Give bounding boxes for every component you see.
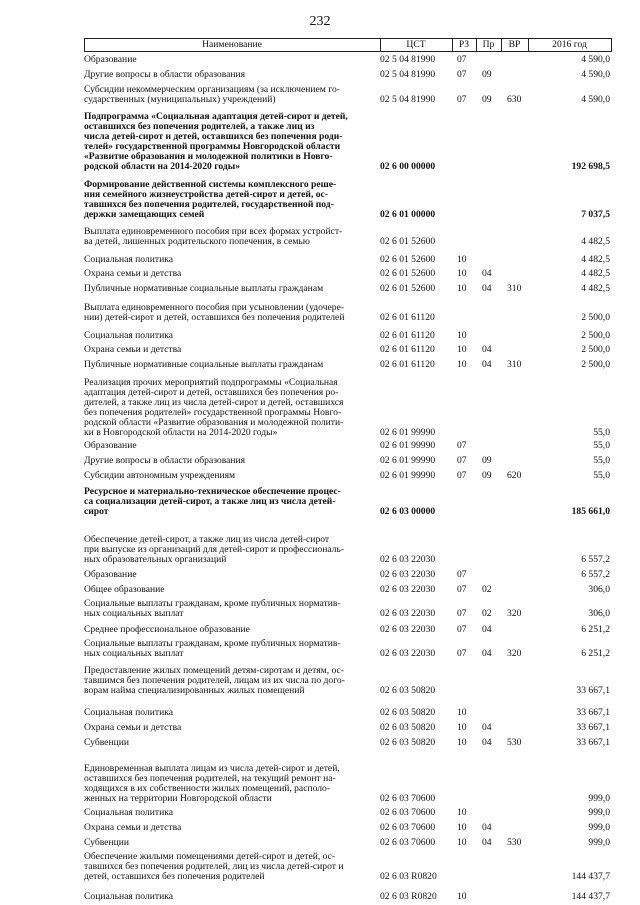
row-name bbox=[84, 487, 378, 517]
row-name-line: Обеспечение жилыми помещениями детей-сирот и детей, ос- bbox=[84, 851, 336, 862]
row-name-line: женных на территории Новгородской области bbox=[84, 793, 272, 804]
row-name bbox=[84, 808, 378, 818]
row-name bbox=[84, 838, 378, 848]
row-vr: 620 bbox=[507, 470, 522, 481]
row-name-line: Образование bbox=[84, 54, 137, 65]
row-name bbox=[84, 441, 378, 451]
row-name-line: Единовременная выплата лицам из числа детей-сирот и детей, bbox=[84, 763, 340, 774]
row-cst: 02 6 03 R0820 bbox=[380, 891, 437, 902]
row-name bbox=[84, 269, 378, 279]
row-name bbox=[84, 823, 378, 833]
row-cst: 02 6 03 22030 bbox=[380, 569, 436, 580]
row-sum: 4 590,0 bbox=[581, 94, 610, 105]
row-pr: 04 bbox=[482, 822, 492, 833]
row-name bbox=[84, 284, 378, 294]
row-name-line: ных социальных выплат bbox=[84, 648, 184, 659]
row-name bbox=[84, 378, 378, 438]
row-cst: 02 6 01 61120 bbox=[380, 312, 435, 323]
row-name bbox=[84, 471, 378, 481]
row-sum: 306,0 bbox=[588, 608, 610, 619]
row-pr: 09 bbox=[482, 470, 492, 481]
row-pr: 04 bbox=[482, 359, 492, 370]
row-sum: 2 500,0 bbox=[581, 312, 610, 323]
row-vr: 310 bbox=[507, 283, 522, 294]
row-cst: 02 6 01 52600 bbox=[380, 283, 436, 294]
row-rz: 10 bbox=[457, 807, 467, 818]
row-cst: 02 6 03 50820 bbox=[380, 722, 436, 733]
header-vr: ВР bbox=[508, 39, 521, 50]
row-name-line: Социальные выплаты гражданам, кроме публичных норматив- bbox=[84, 638, 341, 649]
header-name: Наименование bbox=[202, 39, 262, 50]
row-sum: 2 500,0 bbox=[581, 359, 610, 370]
row-pr: 09 bbox=[482, 69, 492, 80]
row-name-line: ки в Новгородской области на 2014-2020 годы» bbox=[84, 427, 278, 438]
row-name-line: Образование bbox=[84, 440, 137, 451]
row-name-line: телей» государственной программы Новгородской области bbox=[84, 141, 341, 152]
row-name-line: при выпуске из организаций для детей-сирот и профессиональ- bbox=[84, 544, 345, 555]
row-name-line: дителей, а также лиц из числа детей-сирот и детей, оставшихся bbox=[84, 397, 344, 408]
row-name bbox=[84, 708, 378, 718]
row-cst: 02 6 03 70600 bbox=[380, 822, 436, 833]
row-name-line: тавшимся без попечения родителей, лицам из их числа по дого- bbox=[84, 675, 345, 686]
row-name-line: Предоставление жилых помещений детям-сиротам и детям, ос- bbox=[84, 665, 344, 676]
row-sum: 999,0 bbox=[588, 793, 610, 804]
row-name-line: Обеспечение детей-сирот, а также лиц из числа детей-сирот bbox=[84, 534, 330, 545]
row-pr: 09 bbox=[482, 94, 492, 105]
row-name-line: сударственных (муниципальных) учреждений) bbox=[84, 94, 276, 105]
row-name-line: Субвенции bbox=[84, 837, 129, 848]
row-cst: 02 6 03 00000 bbox=[380, 506, 436, 517]
row-rz: 07 bbox=[457, 54, 467, 65]
row-name-line: Социальная политика bbox=[84, 330, 173, 341]
row-cst: 02 6 01 61120 bbox=[380, 330, 435, 341]
row-rz: 07 bbox=[457, 569, 467, 580]
row-name-line: родской области на 2014-2020 годы» bbox=[84, 161, 240, 172]
row-name bbox=[84, 55, 378, 65]
header-pr: Пр bbox=[482, 39, 495, 50]
row-rz: 10 bbox=[457, 891, 467, 902]
row-name-line: са социализации детей-сирот, а также лиц из числа детей- bbox=[84, 496, 336, 507]
row-name bbox=[84, 331, 378, 341]
row-rz: 10 bbox=[457, 822, 467, 833]
row-cst: 02 6 01 99990 bbox=[380, 440, 436, 451]
row-cst: 02 6 03 50820 bbox=[380, 685, 436, 696]
row-name bbox=[84, 303, 378, 323]
row-cst: 02 6 03 50820 bbox=[380, 707, 436, 718]
row-name bbox=[84, 456, 378, 466]
row-name-line: ва детей, лишенных родительского попечения, в семью bbox=[84, 236, 310, 247]
row-name-line: Охрана семьи и детства bbox=[84, 822, 182, 833]
row-rz: 10 bbox=[457, 737, 467, 748]
row-name-line: Другие вопросы в области образования bbox=[84, 455, 246, 466]
row-name-line: адаптация детей-сирот и детей, оставшихся без попечения ро- bbox=[84, 387, 339, 398]
row-rz: 10 bbox=[457, 707, 467, 718]
row-name bbox=[84, 85, 378, 105]
row-rz: 07 bbox=[457, 648, 467, 659]
row-name-line: Подпрограмма «Социальная адаптация детей-сирот и детей, bbox=[84, 111, 348, 122]
row-name-line: Субвенции bbox=[84, 737, 129, 748]
row-sum: 2 500,0 bbox=[581, 330, 610, 341]
row-cst: 02 6 03 70600 bbox=[380, 793, 436, 804]
row-name-line: оставшихся без попечения родителей, а также лиц из bbox=[84, 121, 315, 132]
row-name-line: Социальная политика bbox=[84, 707, 173, 718]
row-vr: 310 bbox=[507, 359, 522, 370]
row-name bbox=[84, 570, 378, 580]
row-cst: 02 6 03 70600 bbox=[380, 807, 436, 818]
row-rz: 10 bbox=[457, 359, 467, 370]
row-cst: 02 6 01 99990 bbox=[380, 455, 436, 466]
row-name bbox=[84, 738, 378, 748]
row-sum: 6 557,2 bbox=[581, 569, 610, 580]
row-rz: 07 bbox=[457, 608, 467, 619]
row-rz: 10 bbox=[457, 837, 467, 848]
row-sum: 33 667,1 bbox=[576, 707, 610, 718]
row-name-line: Выплата единовременного пособия при усыновлении (удочере- bbox=[84, 302, 345, 313]
row-sum: 33 667,1 bbox=[576, 737, 610, 748]
row-rz: 07 bbox=[457, 470, 467, 481]
row-sum: 55,0 bbox=[593, 455, 610, 466]
row-cst: 02 6 03 22030 bbox=[380, 554, 436, 565]
row-name-line: Другие вопросы в области образования bbox=[84, 69, 246, 80]
row-rz: 10 bbox=[457, 330, 467, 341]
row-pr: 04 bbox=[482, 737, 492, 748]
row-name-line: Охрана семьи и детства bbox=[84, 268, 182, 279]
row-cst: 02 6 01 99990 bbox=[380, 427, 436, 438]
row-name bbox=[84, 764, 378, 804]
row-rz: 10 bbox=[457, 722, 467, 733]
row-name-line: Публичные нормативные социальные выплаты гражданам bbox=[84, 359, 324, 370]
row-name-line: ных социальных выплат bbox=[84, 608, 184, 619]
row-name-line: Реализация прочих мероприятий подпрограммы «Социальная bbox=[84, 377, 338, 388]
row-pr: 02 bbox=[482, 608, 492, 619]
row-pr: 02 bbox=[482, 584, 492, 595]
row-sum: 4 590,0 bbox=[581, 69, 610, 80]
row-sum: 999,0 bbox=[588, 807, 610, 818]
row-pr: 09 bbox=[482, 455, 492, 466]
row-name-line: «Развитие образования и молодежной политики в Новго- bbox=[84, 151, 333, 162]
row-name bbox=[84, 345, 378, 355]
row-cst: 02 6 01 61120 bbox=[380, 344, 435, 355]
row-rz: 07 bbox=[457, 624, 467, 635]
row-cst: 02 6 03 R0820 bbox=[380, 871, 437, 882]
row-name-line: Социальные выплаты гражданам, кроме публичных норматив- bbox=[84, 598, 341, 609]
row-name-line: ных образовательных организаций bbox=[84, 554, 227, 565]
row-sum: 4 590,0 bbox=[581, 54, 610, 65]
row-name bbox=[84, 535, 378, 565]
row-rz: 07 bbox=[457, 440, 467, 451]
row-sum: 4 482,5 bbox=[581, 268, 610, 279]
row-sum: 55,0 bbox=[593, 470, 610, 481]
row-name-line: ворам найма специализированных жилых помещений bbox=[84, 685, 305, 696]
row-name-line: тавшихся без попечения родителей, лиц из числа детей-сирот и bbox=[84, 861, 344, 872]
budget-table bbox=[84, 38, 612, 902]
row-name bbox=[84, 666, 378, 696]
row-pr: 04 bbox=[482, 268, 492, 279]
row-name bbox=[84, 70, 378, 80]
row-rz: 10 bbox=[457, 254, 467, 265]
row-name-line: Среднее профессиональное образование bbox=[84, 624, 250, 635]
row-sum: 6 251,2 bbox=[581, 624, 610, 635]
row-sum: 144 437,7 bbox=[571, 871, 610, 882]
row-sum: 144 437,7 bbox=[571, 891, 610, 902]
row-cst: 02 6 03 22030 bbox=[380, 584, 436, 595]
row-cst: 02 6 03 22030 bbox=[380, 648, 436, 659]
row-name bbox=[84, 639, 378, 659]
row-cst: 02 6 01 52600 bbox=[380, 268, 436, 279]
row-name-line: Общее образование bbox=[84, 584, 165, 595]
header-year: 2016 год bbox=[552, 39, 587, 50]
row-sum: 55,0 bbox=[593, 440, 610, 451]
row-cst: 02 6 00 00000 bbox=[380, 161, 436, 172]
row-sum: 185 661,0 bbox=[571, 506, 610, 517]
row-name bbox=[84, 892, 378, 902]
row-cst: 02 6 01 52600 bbox=[380, 236, 436, 247]
header-cst: ЦСТ bbox=[406, 39, 426, 50]
row-name-line: Формирование действенной системы комплексного решe- bbox=[84, 179, 337, 190]
row-name bbox=[84, 112, 378, 172]
row-sum: 55,0 bbox=[593, 427, 610, 438]
row-name-line: Образование bbox=[84, 569, 137, 580]
row-name bbox=[84, 360, 378, 370]
row-name-line: нии) детей-сирот и детей, оставшихся без попечения родителей bbox=[84, 312, 345, 323]
row-name bbox=[84, 180, 378, 220]
row-cst: 02 5 04 81990 bbox=[380, 69, 436, 80]
header-bottom-rule bbox=[84, 51, 612, 52]
row-sum: 306,0 bbox=[588, 584, 610, 595]
row-name-line: Выплата единовременного пособия при всех формах устройст- bbox=[84, 226, 343, 237]
row-sum: 33 667,1 bbox=[576, 685, 610, 696]
row-name bbox=[84, 599, 378, 619]
row-rz: 07 bbox=[457, 455, 467, 466]
row-name-line: Публичные нормативные социальные выплаты гражданам bbox=[84, 283, 324, 294]
row-cst: 02 6 03 22030 bbox=[380, 608, 436, 619]
row-sum: 6 251,2 bbox=[581, 648, 610, 659]
row-sum: 33 667,1 bbox=[576, 722, 610, 733]
row-name-line: Социальная политика bbox=[84, 254, 173, 265]
row-cst: 02 6 01 99990 bbox=[380, 470, 436, 481]
row-sum: 999,0 bbox=[588, 837, 610, 848]
row-name-line: сирот bbox=[84, 506, 109, 517]
row-cst: 02 6 01 00000 bbox=[380, 209, 436, 220]
row-sum: 999,0 bbox=[588, 822, 610, 833]
row-vr: 530 bbox=[507, 737, 522, 748]
row-name-line: Субсидии некоммерческим организациям (за исключением го- bbox=[84, 84, 340, 95]
row-sum: 4 482,5 bbox=[581, 283, 610, 294]
row-sum: 192 698,5 bbox=[571, 161, 610, 172]
header-rz: РЗ bbox=[458, 39, 470, 50]
row-rz: 10 bbox=[457, 283, 467, 294]
row-sum: 4 482,5 bbox=[581, 254, 610, 265]
row-pr: 04 bbox=[482, 837, 492, 848]
row-name-line: Социальная политика bbox=[84, 807, 173, 818]
row-name bbox=[84, 723, 378, 733]
row-vr: 320 bbox=[507, 648, 522, 659]
row-cst: 02 6 03 22030 bbox=[380, 624, 436, 635]
row-pr: 04 bbox=[482, 344, 492, 355]
row-cst: 02 6 03 70600 bbox=[380, 837, 436, 848]
row-name-line: Субсидии автономным учреждениям bbox=[84, 470, 236, 481]
page-number: 232 bbox=[309, 14, 331, 29]
row-name-line: держки замещающих семей bbox=[84, 209, 205, 220]
row-name-line: детей, оставшихся без попечения родителей bbox=[84, 871, 265, 882]
row-rz: 10 bbox=[457, 344, 467, 355]
row-name bbox=[84, 255, 378, 265]
row-vr: 320 bbox=[507, 608, 522, 619]
row-name-line: оставшихся без попечения родителей, на текущий ремонт на- bbox=[84, 773, 336, 784]
row-name-line: тавшихся без попечения родителей, государственной под- bbox=[84, 199, 334, 210]
row-name-line: ния семейного жизнеустройства детей-сирот и детей, ос- bbox=[84, 189, 329, 200]
row-name-line: Охрана семьи и детства bbox=[84, 344, 182, 355]
row-name-line: Ресурсное и материально-техническое обеспечение процес- bbox=[84, 486, 341, 497]
row-vr: 630 bbox=[507, 94, 522, 105]
row-sum: 6 557,2 bbox=[581, 554, 610, 565]
row-sum: 4 482,5 bbox=[581, 236, 610, 247]
row-cst: 02 6 01 61120 bbox=[380, 359, 435, 370]
row-cst: 02 5 04 81990 bbox=[380, 94, 436, 105]
row-rz: 07 bbox=[457, 584, 467, 595]
row-pr: 04 bbox=[482, 283, 492, 294]
row-name bbox=[84, 585, 378, 595]
row-cst: 02 6 03 50820 bbox=[380, 737, 436, 748]
row-name-line: Социальная политика bbox=[84, 891, 173, 902]
row-pr: 04 bbox=[482, 722, 492, 733]
row-name bbox=[84, 227, 378, 247]
column-divider bbox=[611, 38, 612, 52]
row-vr: 530 bbox=[507, 837, 522, 848]
row-rz: 07 bbox=[457, 69, 467, 80]
row-name-line: без попечения родителей» государственной программы Новго- bbox=[84, 407, 342, 418]
row-name-line: ходящихся в их собственности жилых помещений, располо- bbox=[84, 783, 331, 794]
row-rz: 10 bbox=[457, 268, 467, 279]
row-pr: 04 bbox=[482, 624, 492, 635]
row-cst: 02 6 01 52600 bbox=[380, 254, 436, 265]
row-name-line: Охрана семьи и детства bbox=[84, 722, 182, 733]
row-name-line: родской области «Развитие образования и молодежной полити- bbox=[84, 417, 344, 428]
row-sum: 7 037,5 bbox=[581, 209, 610, 220]
row-rz: 07 bbox=[457, 94, 467, 105]
row-sum: 2 500,0 bbox=[581, 344, 610, 355]
row-name bbox=[84, 852, 378, 882]
row-pr: 04 bbox=[482, 648, 492, 659]
row-cst: 02 5 04 81990 bbox=[380, 54, 436, 65]
row-name bbox=[84, 625, 378, 635]
row-name-line: числа детей-сирот и детей, оставшихся без попечения роди- bbox=[84, 131, 343, 142]
